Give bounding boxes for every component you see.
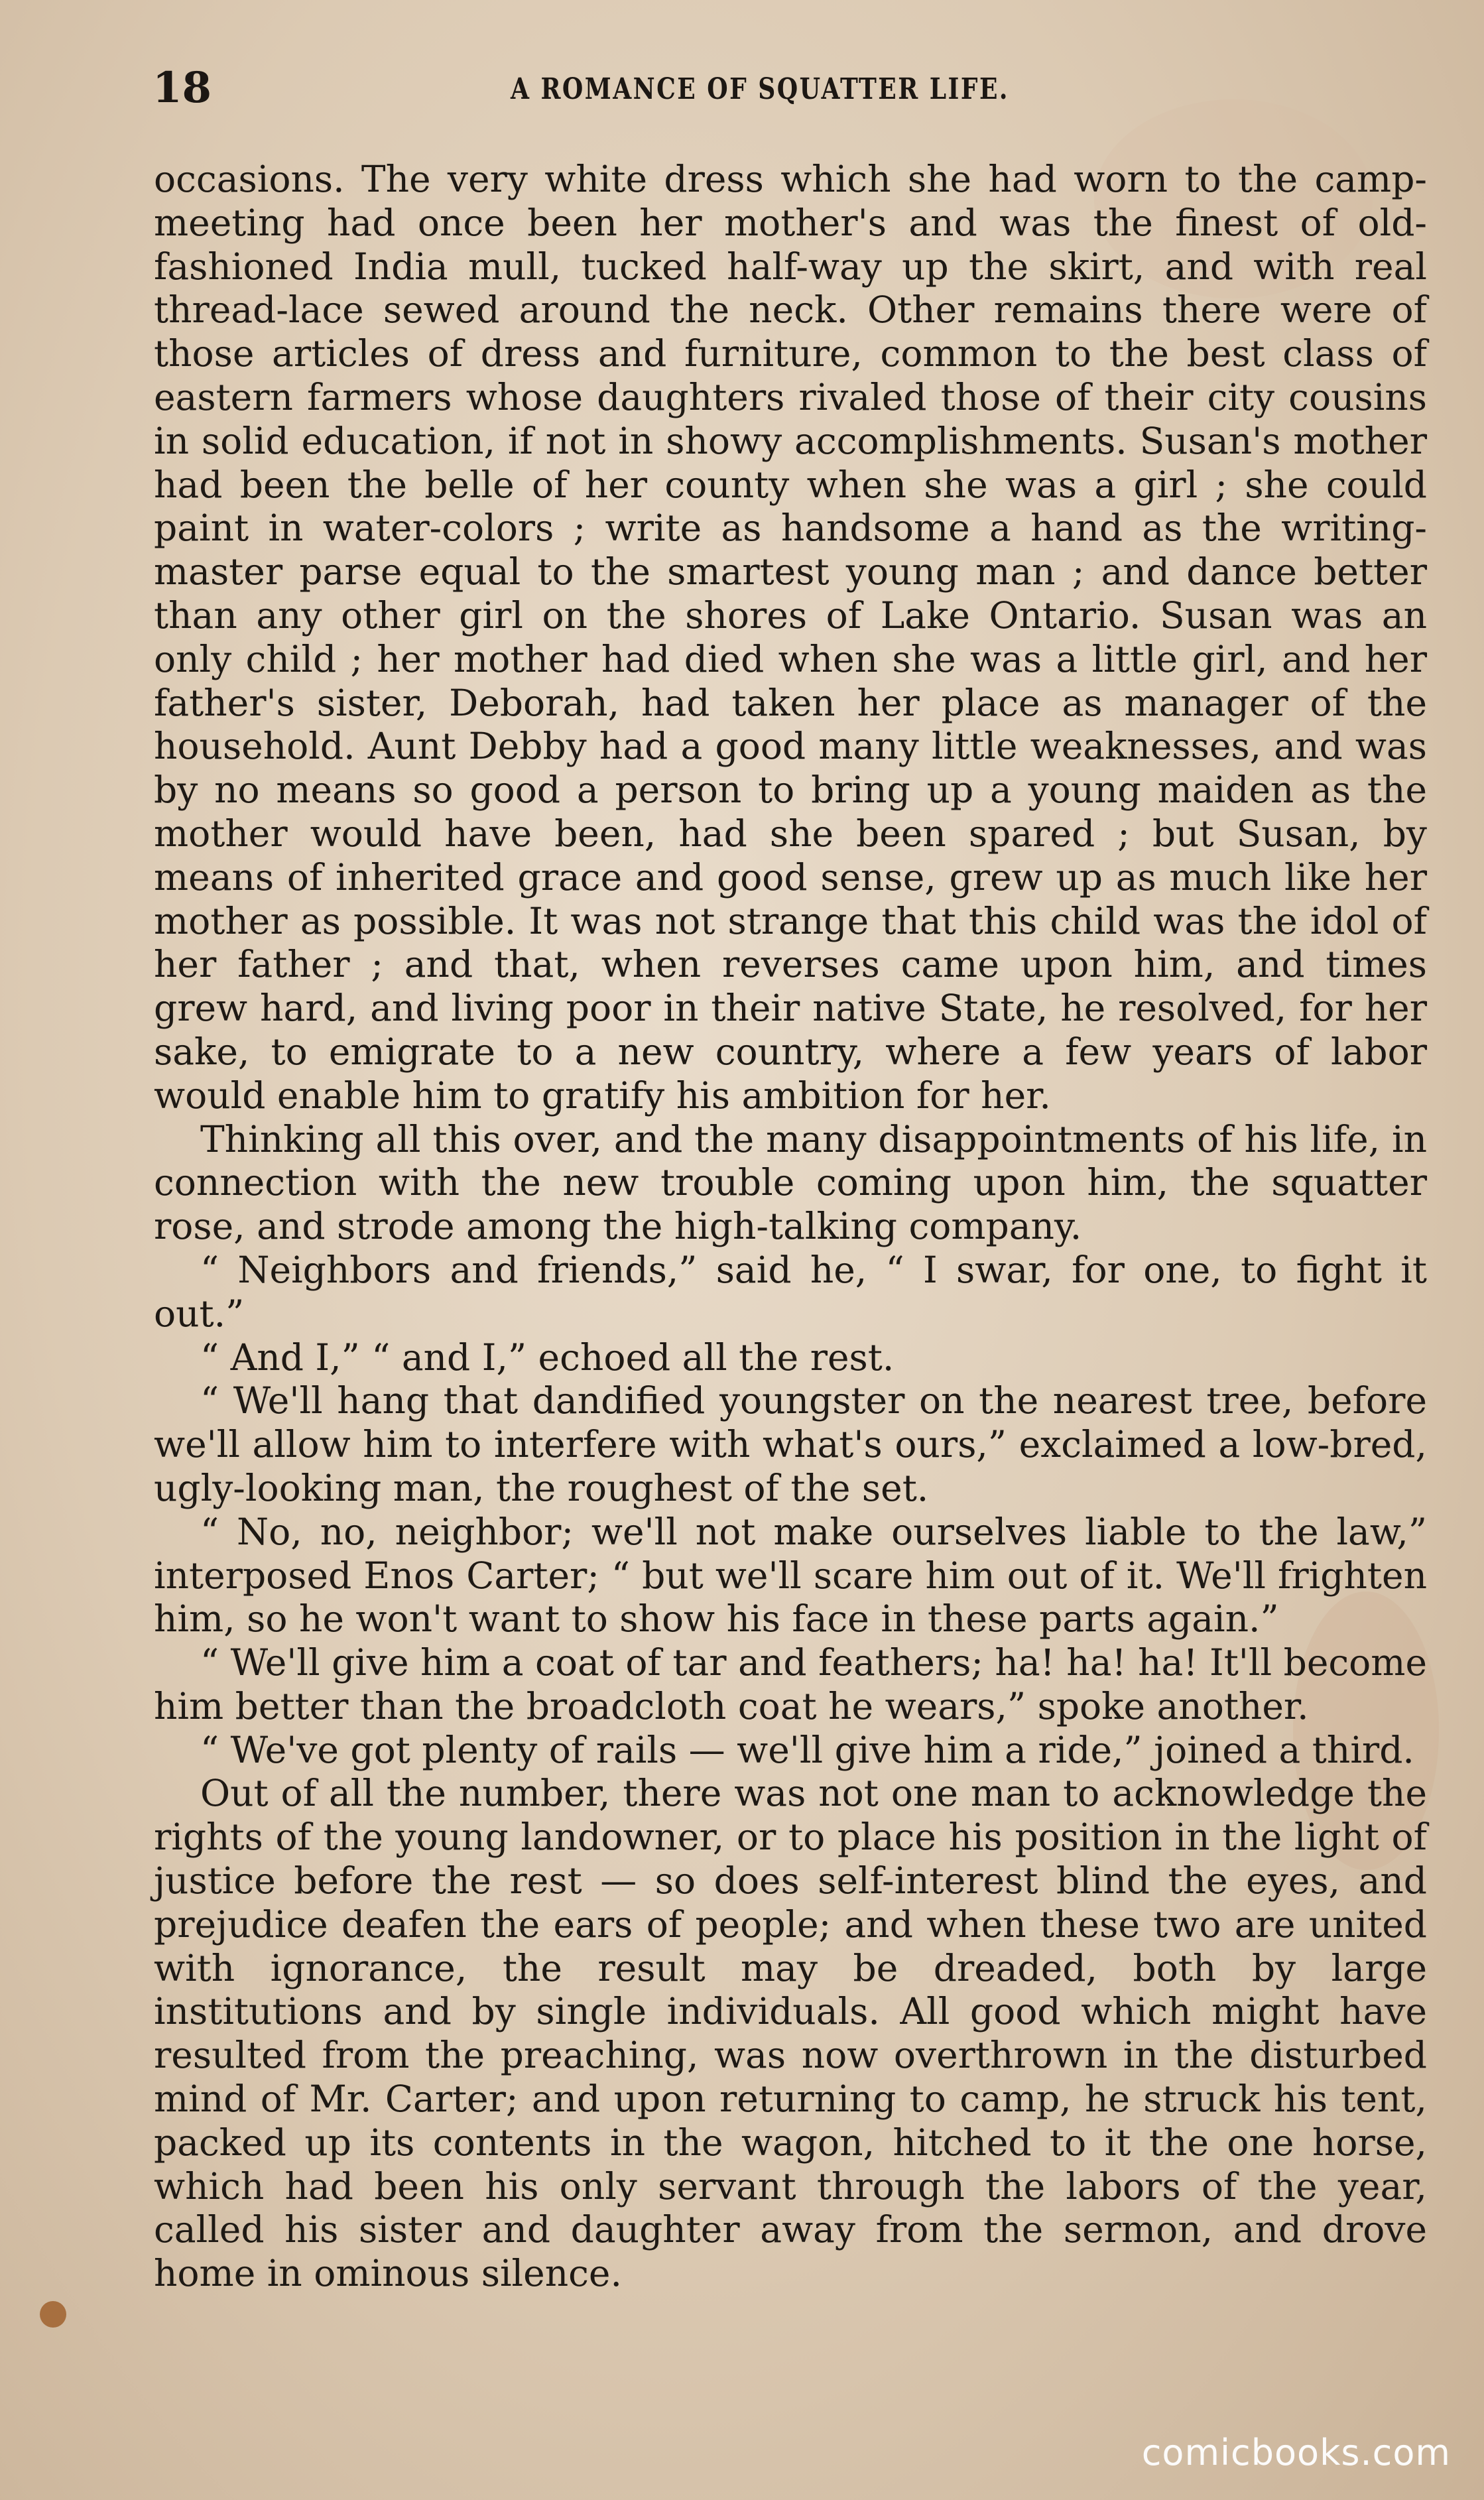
paper-stain — [40, 2301, 66, 2328]
watermark: comicbooks.com — [1141, 2432, 1451, 2473]
paragraph: “ We'll hang that dandified youngster on the nearest tree, before we'll allow him to interfere with what's ours,” exclaimed a low-bred, ugly-looking man, the roughest of the set. — [154, 1379, 1427, 1509]
paragraph: Thinking all this over, and the many disappointments of his life, in connection with the new trouble coming upon him, the squatter rose, and strode among the high-talking company. — [154, 1117, 1427, 1248]
body-text — [154, 158, 1427, 2296]
paragraph: “ We'll give him a coat of tar and feathers; ha! ha! ha! It'll become him better than the broadcloth coat he wears,” spoke another. — [154, 1641, 1427, 1727]
paragraph: “ Neighbors and friends,” said he, “ I swar, for one, to fight it out.” — [154, 1248, 1427, 1335]
paragraph: occasions. The very white dress which she had worn to the camp-meeting had once been her mother's and was the finest of old-fashioned India mull, tucked half-way up the skirt, and with real thread-lace sewed around the neck. Other remains there were of those articles of dress and furniture, common to the best class of eastern farmers whose daughters rivaled those of their city cousins in solid education, if not in showy accomplishments. Susan's mother had been the belle of her county when she was a girl ; she could paint in water-colors ; write as handsome a hand as the writing-master parse equal to the smartest young man ; and dance better than any other girl on the shores of Lake Ontario. Susan was an only child ; her mother had died when she was a little girl, and her father's sister, Deborah, had taken her place as manager of the household. Aunt Debby had a good many little weaknesses, and was by no means so good a person to bring up a young maiden as the mother would have been, had she been spared ; but Susan, by means of inherited grace and good sense, grew up as much like her mother as possible. It was not strange that this child was the idol of her father ; and that, when reverses came upon him, and times grew hard, and living poor in their native State, he resolved, for her sake, to emigrate to a new country, where a few years of labor would enable him to gratify his ambition for her. — [154, 158, 1427, 1117]
paragraph: “ We've got plenty of rails — we'll give him a ride,” joined a third. — [200, 1728, 1414, 1771]
paragraph: “ No, no, neighbor; we'll not make ourselves liable to the law,” interposed Enos Carter; “ but we'll scare him out of it. We'll frighten him, so he won't want to show his face in these parts again.” — [154, 1510, 1427, 1641]
running-title: A ROMANCE OF SQUATTER LIFE. — [511, 72, 1009, 106]
paragraph: “ And I,” “ and I,” echoed all the rest. — [200, 1336, 895, 1379]
page-number: 18 — [153, 63, 212, 113]
paragraph: Out of all the number, there was not one man to acknowledge the rights of the young landowner, or to place his position in the light of justice before the rest — so does self-interest blind the eyes, and prejudice deafen the ears of people; and when these two are united with ignorance, the result may be dreaded, both by large institutions and by single individuals. All good which might have resulted from the preaching, was now overthrown in the disturbed mind of Mr. Carter; and upon returning to camp, he struck his tent, packed up its contents in the wagon, hitched to it the one horse, which had been his only servant through the labors of the year, called his sister and daughter away from the sermon, and drove home in ominous silence. — [154, 1772, 1427, 2295]
page-header — [153, 63, 1412, 123]
